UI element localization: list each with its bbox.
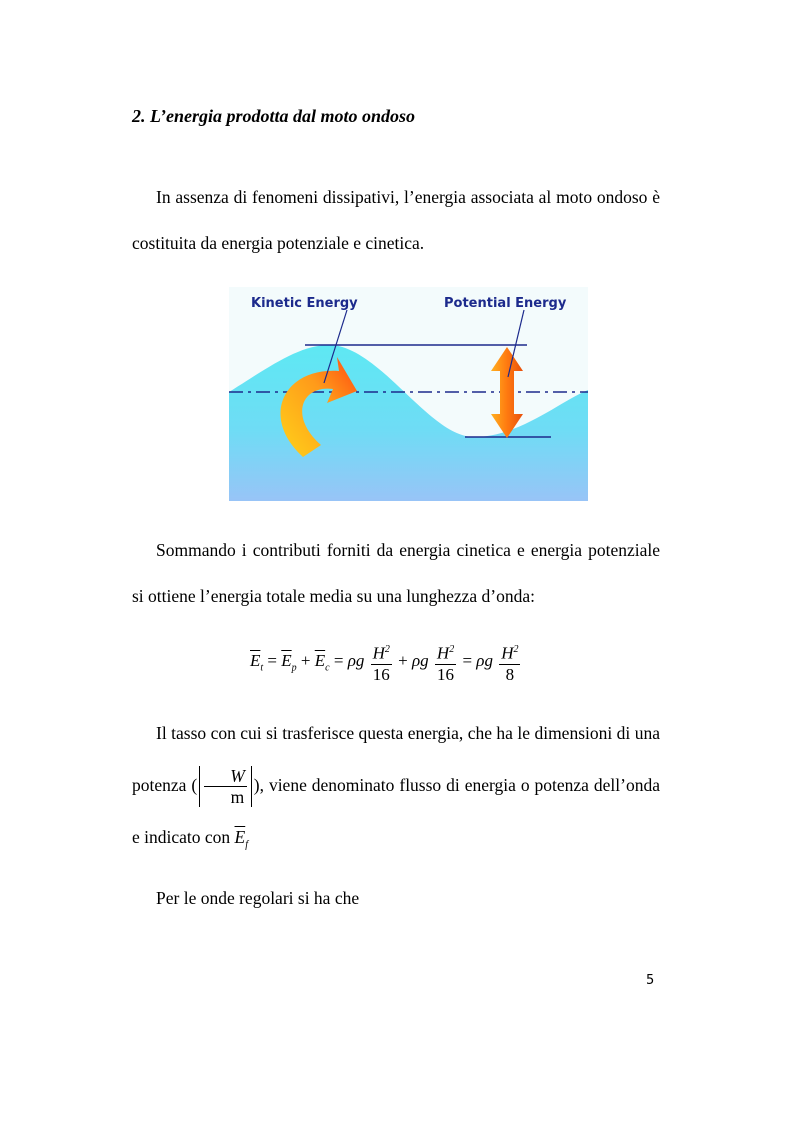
eq-sub-c: c: [325, 662, 330, 674]
wave-energy-diagram: [229, 287, 588, 501]
eq-rho-g: ρg: [347, 651, 365, 671]
eq-fraction: [499, 640, 520, 685]
section-heading: 2. L’energia prodotta dal moto ondoso: [132, 106, 416, 126]
flux-text-after: ), viene denominato flusso di energia o potenza dell’onda e indicato con: [132, 775, 660, 847]
eq-symbol-ec: $\overline{E}$: [314, 651, 326, 671]
eq-equals: =: [333, 651, 344, 671]
unit-num: W: [204, 766, 247, 787]
eq-equals: =: [267, 651, 278, 671]
eq-plus: +: [300, 651, 311, 671]
page-number: 5: [646, 973, 655, 988]
eq-sq: 2: [384, 644, 390, 655]
flux-text-before: Il tasso con cui si trasferisce questa energia, che ha le dimensioni di una potenza (: [132, 723, 660, 795]
paragraph-total-energy: Sommando i contributi forniti da energia cinetica e energia potenziale si ottiene l’energia totale media su una lunghezza d’onda:: [132, 540, 660, 606]
total-energy-equation: [250, 640, 550, 684]
eq-symbol-ep: $\overline{E}$: [281, 651, 292, 671]
paragraph-intro: In assenza di fenomeni dissipativi, l’energia associata al moto ondoso è costituita da energia potenziale e cinetica.: [132, 187, 660, 253]
eq-den: 16: [372, 664, 390, 684]
paragraph-energy-flux: [132, 707, 660, 872]
eq-fraction: [435, 640, 456, 685]
eq-symbol-e: $\overline{E}$: [250, 651, 261, 671]
eq-fraction: [371, 640, 392, 685]
eq-sub-p: p: [291, 662, 297, 674]
eq-sq: 2: [513, 644, 519, 655]
flux-symbol: $\overline{E}$: [234, 827, 246, 847]
eq-h: H: [501, 643, 514, 663]
eq-equals: =: [462, 651, 473, 671]
eq-h: H: [436, 643, 450, 663]
potential-energy-label: Potential Energy: [444, 296, 567, 311]
eq-sub-t: t: [260, 662, 264, 674]
eq-plus: +: [398, 651, 408, 671]
eq-rho-g: ρg: [476, 651, 493, 671]
eq-sq: 2: [449, 644, 455, 655]
eq-den: 16: [437, 664, 455, 684]
eq-den: 8: [505, 664, 515, 684]
paragraph-regular-waves: Per le onde regolari si ha che: [156, 888, 360, 908]
unit-den: m: [230, 787, 245, 808]
flux-symbol-sub: f: [245, 839, 249, 851]
eq-h: H: [372, 643, 385, 663]
kinetic-energy-label: Kinetic Energy: [251, 296, 358, 311]
wave-energy-figure: [229, 287, 588, 501]
eq-rho-g: ρg: [411, 651, 429, 671]
unit-fraction: [199, 766, 252, 807]
